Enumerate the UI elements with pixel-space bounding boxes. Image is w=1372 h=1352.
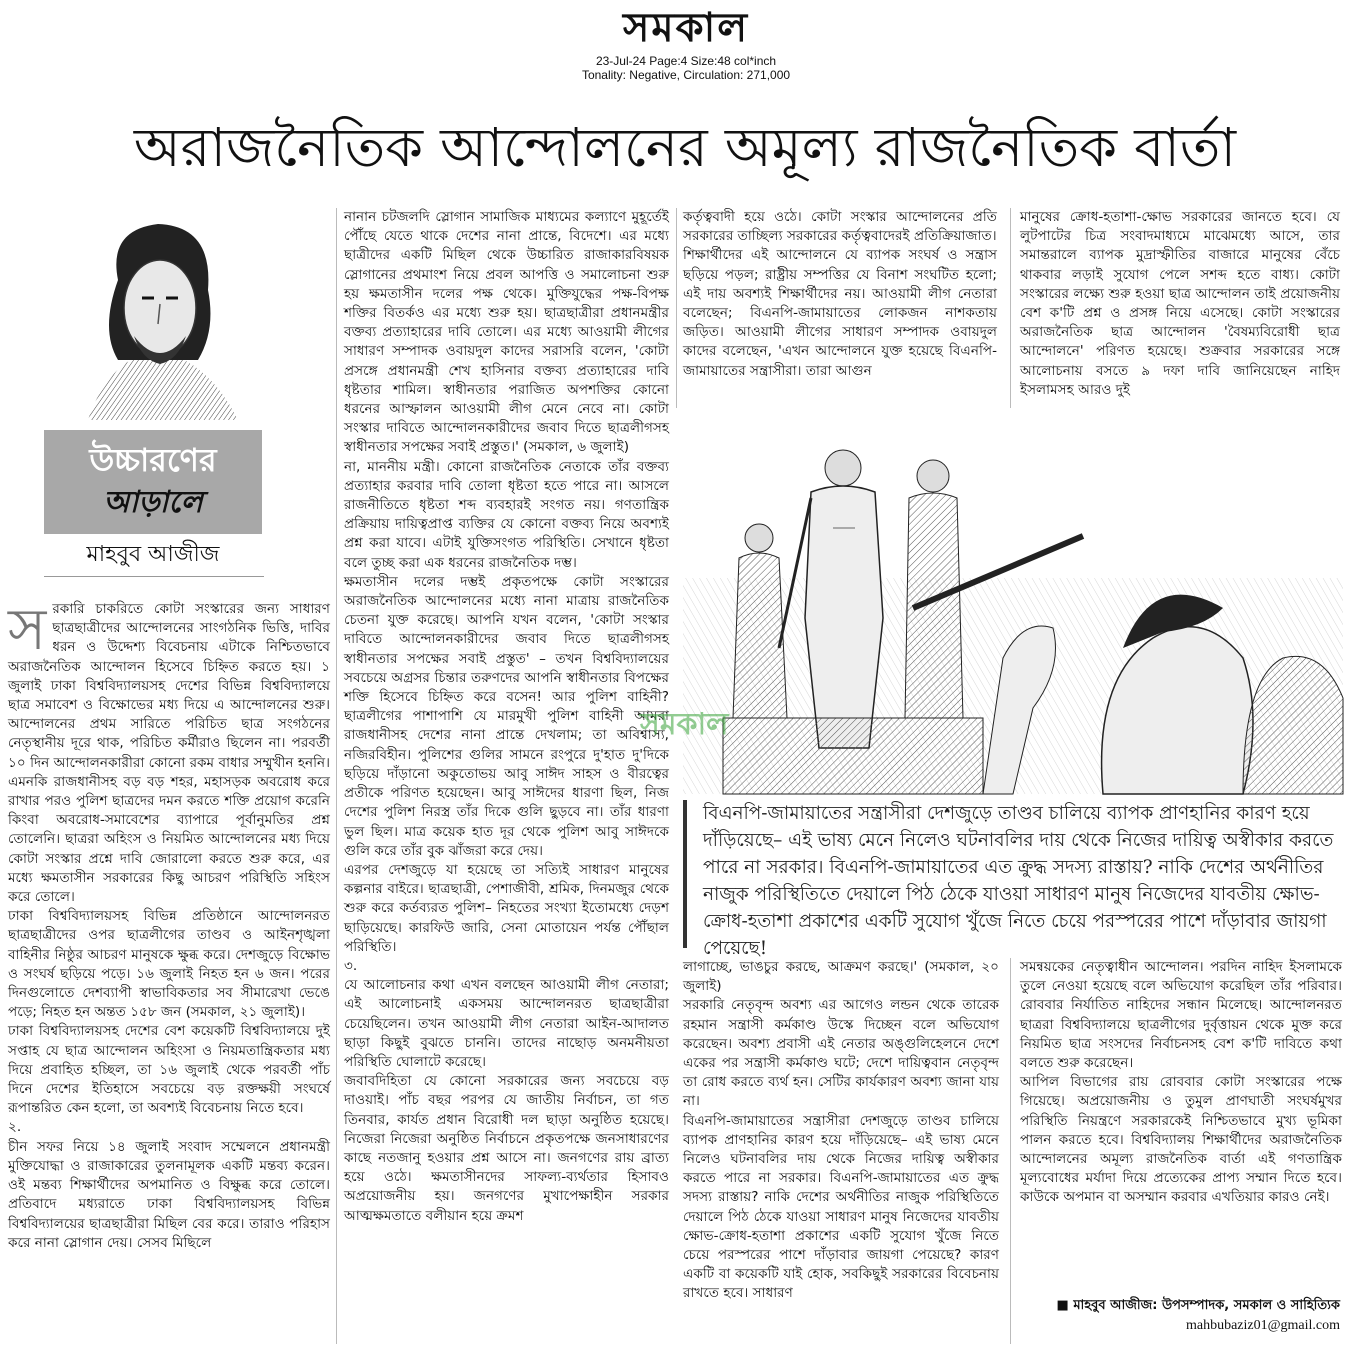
paragraph: না, মাননীয় মন্ত্রী। কোনো রাজনৈতিক নেতাকে তাঁর বক্তব্য প্রত্যাহার করবার দাবি তোলা ধৃষ্টতা হতে পারে না। আসলে রাজনীতিতে ধৃষ্টতা শব্দ ব্যবহারই সংগত নয়। গণতান্ত্রিক প্রক্রিয়ায় দায়িত্বপ্রাপ্ত ব্যক্তির যে কোনো বক্তব্য নিয়ে অবশ্যই প্রশ্ন করা যাবে। এটাই যুক্তিসংগত পরিস্থিতি। সেখানে ধৃষ্টতা বলে তুচ্ছ করা এক ধরনের রাজনৈতিক দম্ভ। (344, 458, 669, 571)
paragraph: সরকারি নেতৃবৃন্দ অবশ্য এর আগেও লন্ডন থেকে তারেক রহমান সন্ত্রাসী কর্মকাণ্ড উস্কে দিচ্ছেন বলে অভিযোগ করেছেন। অবশ্য প্রবাসী এই নেতার অঙ্গুলিহেলনে দেশে একের পর সন্ত্রাসী কর্মকাণ্ড ঘটে; দেশে দায়িত্ববান নেতৃবৃন্দ তা রোধ করতে ব্যর্থ হন। সেটির কার্যকারণ অবশ্য জানা যায় না। (683, 997, 999, 1110)
paragraph: ক্ষমতাসীন দলের দম্ভই প্রকৃতপক্ষে কোটা সংস্কারের অরাজনৈতিক আন্দোলনের মধ্যে নানা মাত্রায় রাজনৈতিক চেতনা যুক্ত করেছে। আপনি যখন বলেন, 'কোটা সংস্কার দাবিতে আন্দোলনকারীদের জবাব দিতে ছাত্রলীগসহ স্বাধীনতার সপক্ষের সবাই প্রস্তুত' – তখন বিশ্ববিদ্যালয়ের সবচেয়ে অগ্রসর চিন্তার তরুণদের আপনি স্বাধীনতার বিপক্ষের শক্তি হিসেবে চিহ্নিত করে বসেন! আর পুলিশ বাহিনী? ছাত্রলীগের পাশাপাশি যে মারমুখী পুলিশ বাহিনী আমরা রাজধানীসহ দেশের নানা প্রান্তে দেখলাম; তা অবিশ্বাস্য, নজিরবিহীন। পুলিশের গুলির সামনে রংপুরে দু'হাত দু'দিকে ছড়িয়ে দাঁড়ানো অকুতোভয় আবু সাঈদ সাহস ও বীরত্বের প্রতীকে পরিণত হয়েছেন। আবু সাঈদের ধারণা ছিল, নিজ দেশের পুলিশ নিরস্ত্র তাঁর দিকে গুলি ছুড়বে না। তাঁর ধারণা ভুল ছিল। মাত্র কয়েক হাত দূর থেকে পুলিশ আবু সাঈদকে গুলি করে তাঁর বুক ঝাঁজরা করে দেয়। (344, 573, 669, 859)
column-brand-subtitle: আড়ালে (103, 485, 203, 520)
paragraph: লাগাচ্ছে, ভাঙচুর করছে, আক্রমণ করছে।' (সমকাল, ২০ জুলাই) (683, 959, 999, 995)
paragraph: আপিল বিভাগের রায় রোববার কোটা সংস্কারের পক্ষে গিয়েছে। অপ্রয়োজনীয় ও তুমুল প্রাণঘাতী সংঘর্ষমুখর পরিস্থিতি নিয়ন্ত্রণে সরকারকেই নিশ্চিতভাবে মুখ্য ভূমিকা পালন করতে হবে। বিশ্ববিদ্যালয় শিক্ষার্থীদের অরাজনৈতিক আন্দোলনের অমূল্য রাজনৈতিক বার্তা এই গণতান্ত্রিক মূল্যবোধের মর্যাদা দিয়ে প্রত্যেকের প্রাপ্য সম্মান দিতে হবে। কাউকে অপমান বা অসম্মান করবার এখতিয়ার কারও নেই। (1020, 1074, 1342, 1206)
newspaper-watermark: সমকাল (640, 707, 729, 742)
paragraph: জবাবদিহিতা যে কোনো সরকারের জন্য সবচেয়ে বড় দাওয়াই। পাঁচ বছর পরপর যে জাতীয় নির্বাচন, তা গত তিনবার, কার্যত প্রধান বিরোধী দল ছাড়া অনুষ্ঠিত হয়েছে। নিজেরা নিজেরা অনুষ্ঠিত নির্বাচনে প্রকৃতপক্ষে জনসাধারণের কাছে নতজানু হওয়ার প্রশ্ন আসে না। জনগণের রায় ব্রাত্য হয়ে ওঠে। ক্ষমতাসীনদের সাফল্য-ব্যর্থতার হিসাবও অপ্রয়োজনীয় হয়। জনগণের মুখাপেক্ষাহীন সরকার আত্মক্ষমতাতে বলীয়ান হয়ে ক্রমশ (344, 1073, 669, 1224)
paragraph: এরপর দেশজুড়ে যা হয়েছে তা সত্যিই সাধারণ মানুষের কল্পনার বাইরে। ছাত্রছাত্রী, পেশাজীবী, শ্রমিক, দিনমজুর থেকে শুরু করে কর্তব্যরত পুলিশ– নিহতের সংখ্যা ইতোমধ্যে দেড়শ ছাড়িয়েছে। কারফিউ জারি, সেনা মোতায়েন পর্যন্ত পৌঁছাল পরিস্থিতি। (344, 861, 669, 955)
newspaper-logo: সমকাল (622, 4, 750, 51)
section-number: ৩. (344, 957, 358, 974)
clip-meta-line-1: 23-Jul-24 Page:4 Size:48 col*inch (595, 54, 777, 68)
author-footer (1030, 1296, 1340, 1336)
article-column-1 (8, 595, 330, 1340)
author-portrait-image (48, 210, 266, 422)
paragraph: শিক্ষার্থীদের এই আন্দোলনে যে ব্যাপক সংঘর্ষ ও সন্ত্রাস ছড়িয়ে পড়ল; রাষ্ট্রীয় সম্পত্তির যে বিনাশ সংঘটিত হলো; এই দায় অবশ্যই শিক্ষার্থীদের নয়। আওয়ামী লীগ নেতারা বলেছেন; বিএনপি-জামায়াতের লোকজন নাশকতায় জড়িত। আওয়ামী লীগের সাধারণ সম্পাদক ওবায়দুল কাদের বলেছেন, 'এখন আন্দোলনে যুক্ত হয়েছে বিএনপি-জামায়াতের সন্ত্রাসীরা। তারা আগুন (683, 247, 997, 379)
author-name: মাহবুব আজীজ (86, 542, 220, 567)
column-brand-title: উচ্চারণের (89, 441, 217, 479)
paragraph: কর্তৃত্ববাদী হয়ে ওঠে। কোটা সংস্কার আন্দোলনের প্রতি সরকারের তাচ্ছিল্য সরকারের কর্তৃত্ববাদেরই প্রতিক্রিয়াজাত। (683, 209, 997, 245)
article-column-3 (683, 208, 997, 408)
column-divider (1010, 958, 1011, 1344)
paragraph: সমন্বয়কের নেতৃত্বাধীন আন্দোলন। পরদিন নাহিদ ইসলামকে তুলে নেওয়া হয়েছে বলে অভিযোগ করেছিল তাঁর পরিবার। রোববার নির্যাতিত নাহিদের সন্ধান মিলেছে। আন্দোলনরত ছাত্ররা বিশ্ববিদ্যালয়ে ছাত্রলীগের দুর্বৃত্তায়ন থেকে মুক্ত করে নিয়মিত ছাত্র সংসদের নির্বাচনসহ বেশ ক'টি দাবিতে কথা বলতে শুরু করেছেন। (1020, 959, 1342, 1072)
paragraph: ঢাকা বিশ্ববিদ্যালয়সহ বিভিন্ন প্রতিষ্ঠানে আন্দোলনরত ছাত্রছাত্রীদের ওপর ছাত্রলীগের তাণ্ডব ও আইনশৃঙ্খলা বাহিনীর নিষ্ঠুর আচরণ মানুষকে ক্ষুব্ধ করে। দেশজুড়ে বিক্ষোভ ও সংঘর্ষ ছড়িয়ে পড়ে। ১৬ জুলাই নিহত হন ৬ জন। পরের দিনগুলোতে দেশব্যাপী স্বাভাবিকতার সব সীমারেখা ভেঙে পড়ে; নিহত হন অন্তত ১৫৮ জন (সমকাল, ২১ জুলাই)। (8, 908, 330, 1021)
article-column-5 (683, 958, 999, 1344)
author-signature: ■ মাহবুব আজীজ: উপসম্পাদক, সমকাল ও সাহিত্যিক (1056, 1298, 1340, 1313)
article-column-2 (344, 208, 669, 1344)
column-brand-box (44, 430, 262, 534)
column-divider (336, 208, 337, 1344)
paragraph: ঢাকা বিশ্ববিদ্যালয়সহ দেশের বেশ কয়েকটি বিশ্ববিদ্যালয়ে দুই সপ্তাহ যে ছাত্র আন্দোলন অহিংসা ও নিয়মতান্ত্রিকতার মধ্য দিয়ে প্রবাহিত হচ্ছিল, তা ১৬ জুলাই থেকে পরবর্তী পাঁচ দিনে দেশের ইতিহাসে সবচেয়ে বড় রক্তক্ষয়ী সংঘর্ষে রূপান্তরিত কেন হলো, তা অবশ্যই বিবেচনায় নিতে হবে। (8, 1023, 330, 1117)
article-column-6 (1020, 958, 1342, 1278)
author-divider (44, 576, 264, 577)
protest-illustration-image (683, 418, 1343, 794)
paragraph: মানুষের ক্রোধ-হতাশা-ক্ষোভ সরকারের জানতে হবে। যে লুটপাটের চিত্র সংবাদমাধ্যমে মাঝেমধ্যে আসে, তার সমান্তরালে ব্যাপক মুদ্রাস্ফীতির বাজারে মানুষের বেঁচে থাকবার লড়াই সুযোগ পেলে সশব্দ হতে বাধ্য। কোটা সংস্কারের লক্ষ্যে শুরু হওয়া ছাত্র আন্দোলন তাই প্রয়োজনীয় বেশ ক'টি প্রশ্ন ও প্রসঙ্গ নিয়ে এসেছে। কোটা সংস্কারের অরাজনৈতিক ছাত্র আন্দোলন 'বৈষম্যবিরোধী ছাত্র আন্দোলনে' পরিণত হয়েছে। শুক্রবার সরকারের সঙ্গে আলোচনায় বসতে ৯ দফা দাবি জানিয়েছেন নাহিদ ইসলামসহ আরও দুই (1020, 209, 1340, 398)
paragraph: বিএনপি-জামায়াতের সন্ত্রাসীরা দেশজুড়ে তাণ্ডব চালিয়ে ব্যাপক প্রাণহানির কারণ হয়ে দাঁড়িয়েছে– এই ভাষ্য মেনে নিলেও ঘটনাবলির দায় থেকে নিজের দায়িত্ব অস্বীকার করতে পারে না সরকার। বিএনপি-জামায়াতের এত ক্রুদ্ধ সদস্য রাস্তায়? নাকি দেশের অর্থনীতির নাজুক পরিস্থিতিতে দেয়ালে পিঠ ঠেকে যাওয়া সাধারণ মানুষ নিজেদের যাবতীয় ক্ষোভ-ক্রোধ-হতাশা প্রকাশের একটি সুযোগ খুঁজে নিতে চেয়ে পরস্পরের পাশে দাঁড়াবার জায়গা পেয়েছে? কারণ একটি বা কয়েকটি যাই হোক, সবকিছুই সরকারের বিবেচনায় রাখতে হবে। সাধারণ (683, 1112, 999, 1302)
column-divider (1010, 208, 1011, 408)
article-headline: অরাজনৈতিক আন্দোলনের অমূল্য রাজনৈতিক বার্তা (133, 116, 1237, 179)
drop-cap: স (8, 595, 47, 663)
paragraph: চীন সফর নিয়ে ১৪ জুলাই সংবাদ সম্মেলনে প্রধানমন্ত্রী মুক্তিযোদ্ধা ও রাজাকারের তুলনামূলক একটি মন্তব্য করেন। ওই মন্তব্য শিক্ষার্থীদের অপমানিত ও বিক্ষুব্ধ করে তোলে। প্রতিবাদে মধ্যরাতে ঢাকা বিশ্ববিদ্যালয়সহ বিভিন্ন বিশ্ববিদ্যালয়ের ছাত্রছাত্রীরা মিছিল বের করে। তারাও পরিহাস করে নানা স্লোগান দেয়। সেসব মিছিলে (8, 1138, 330, 1251)
clip-meta-line-2: Tonality: Negative, Circulation: 271,000 (581, 68, 791, 82)
paragraph: যে আলোচনার কথা এখন বলছেন আওয়ামী লীগ নেতারা; এই আলোচনাই একসময় আন্দোলনরত ছাত্রছাত্রীরা চেয়েছিলেন। তখন আওয়ামী লীগ নেতারা আইন-আদালত ছাড়া কিছুই বুঝতে চাননি। তাদের নাছোড় অনমনীয়তা পরিস্থিতি ঘোলাটে করেছে। (344, 977, 669, 1070)
author-email: mahbubaziz01@gmail.com (1185, 1318, 1340, 1333)
column-divider (676, 208, 677, 408)
paragraph: রকারি চাকরিতে কোটা সংস্কারের জন্য সাধারণ ছাত্রছাত্রীদের আন্দোলনের সাংগঠনিক ভিত্তি, দাবির ধরন ও উদ্দেশ্য বিবেচনায় এটাকে নিশ্চিতভাবে অরাজনৈতিক আন্দোলন হিসেবে চিহ্নিত করতে হয়। ১ জুলাই ঢাকা বিশ্ববিদ্যালয়সহ দেশের বিভিন্ন বিশ্ববিদ্যালয়ে ছাত্র সমাবেশ ও বিক্ষোভের মধ্য দিয়ে এ আন্দোলনের শুরু। আন্দোলনের প্রথম সারিতে পরিচিত ছাত্র সংগঠনের নেতৃস্থানীয় দূরে থাক, পরিচিত কর্মীরাও ছিলেন না। পরবর্তী ১০ দিন আন্দোলনকারীরা কোনো রকম বাধার সম্মুখীন হননি। এমনকি রাজধানীসহ বড় বড় শহর, মহাসড়ক অবরোধ করে রাখার পরও পুলিশ ছাত্রদের দমন করতে শক্তি প্রয়োগ করেনি কিংবা অবরোধ-সমাবেশের ব্যাপারে পূর্বানুমতির প্রশ্ন তোলেনি। ছাত্ররা অহিংস ও নিয়মিত আন্দোলনের মধ্য দিয়ে কোটা সংস্কার প্রশ্নে দাবি জোরালো করতে শুরু করে, এর মধ্যে ক্ষমতাসীন সরকারের কিছু আচরণ পরিস্থিতি সহিংস করে তোলে। (8, 601, 330, 906)
masthead (0, 0, 1372, 82)
section-number: ২. (8, 1119, 22, 1136)
paragraph: নানান চটজলদি স্লোগান সামাজিক মাধ্যমের কল্যাণে মুহূর্তেই পৌঁছে যেতে থাকে দেশের নানা প্রান্তে, বিদেশে। এর মধ্যে ছাত্রীদের একটি মিছিল থেকে উচ্চারিত রাজাকারবিষয়ক স্লোগানের প্রথমাংশ নিয়ে প্রবল আপত্তি ও সমালোচনা শুরু হয় ক্ষমতাসীন দলের পক্ষ থেকে। মুক্তিযুদ্ধের পক্ষ-বিপক্ষ শক্তির বিতর্কও এর মধ্যে শুরু হয়। ছাত্রছাত্রীরা প্রধানমন্ত্রীর বক্তব্য প্রত্যাহারের দাবি তোলে। এর মধ্যে আওয়ামী লীগের সাধারণ সম্পাদক ওবায়দুল কাদের সরাসরি বলেন, 'কোটা প্রসঙ্গে প্রধানমন্ত্রী শেখ হাসিনার বক্তব্য প্রত্যাহারের দাবি ধৃষ্টতার শামিল। স্বাধীনতার পরাজিত অপশক্তির কোনো ধরনের আস্ফালন আওয়ামী লীগ মেনে নেবে না। কোটা সংস্কার দাবিতে আন্দোলনকারীদের জবাব দিতে ছাত্রলীগসহ স্বাধীনতার সপক্ষের সবাই প্রস্তুত।' (সমকাল, ৬ জুলাই) (344, 209, 669, 456)
pull-quote: বিএনপি-জামায়াতের সন্ত্রাসীরা দেশজুড়ে তাণ্ডব চালিয়ে ব্যাপক প্রাণহানির কারণ হয়ে দাঁড়িয়েছে– এই ভাষ্য মেনে নিলেও ঘটনাবলির দায় থেকে নিজের দায়িত্ব অস্বীকার করতে পারে না সরকার। বিএনপি-জামায়াতের এত ক্রুদ্ধ সদস্য রাস্তায়? নাকি দেশের অর্থনীতির নাজুক পরিস্থিতিতে দেয়ালে পিঠ ঠেকে যাওয়া সাধারণ মানুষ নিজেদের যাবতীয় ক্ষোভ-ক্রোধ-হতাশা প্রকাশের একটি সুযোগ খুঁজে নিতে চেয়ে পরস্পরের পাশে দাঁড়াবার জায়গা পেয়েছে! (683, 800, 1359, 948)
article-column-4 (1020, 208, 1340, 408)
